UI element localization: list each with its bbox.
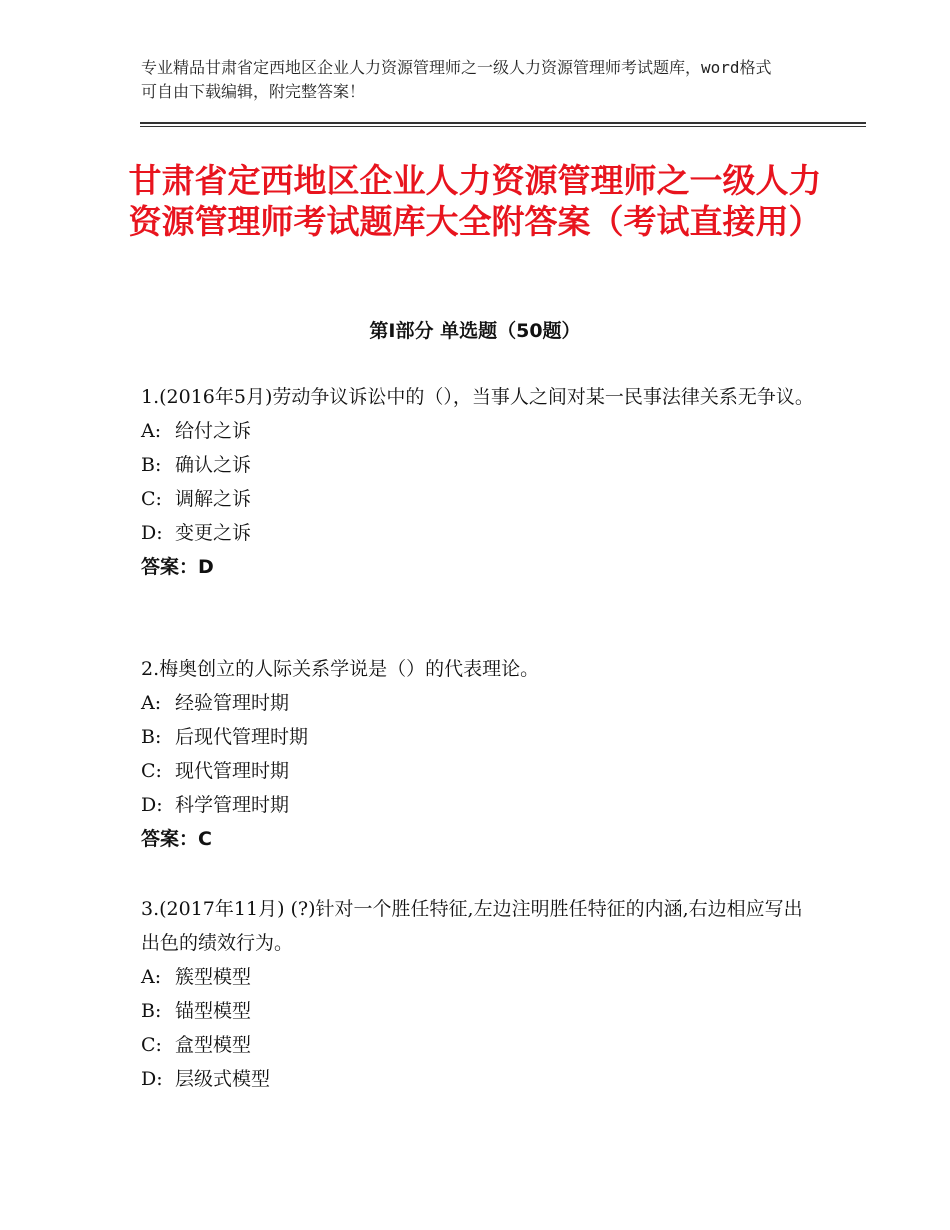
option-text: 后现代管理时期 [175, 726, 309, 748]
option-letter: D: [141, 794, 163, 816]
option-c [141, 482, 821, 516]
option-text: 调解之诉 [175, 488, 252, 510]
header-divider-thin [140, 126, 866, 127]
question-3 [141, 892, 821, 1096]
option-letter: D: [141, 1068, 163, 1090]
option-text: 经验管理时期 [175, 692, 290, 714]
option-b [141, 720, 821, 754]
section-heading: 第Ⅰ部分 单选题（50题） [369, 320, 581, 342]
question-2 [141, 652, 821, 856]
option-a [141, 960, 821, 994]
header-note: 专业精品甘肃省定西地区企业人力资源管理师之一级人力资源管理师考试题库，word格式可自由下载编辑，附完整答案！ [141, 58, 772, 101]
answer-line: 答案：C [141, 828, 212, 850]
option-text: 锚型模型 [175, 1000, 252, 1022]
question-1 [141, 380, 821, 584]
option-d [141, 788, 821, 822]
option-letter: A: [141, 420, 162, 442]
option-letter: A: [141, 966, 162, 988]
option-text: 现代管理时期 [175, 760, 290, 782]
header-divider [140, 122, 866, 124]
option-letter: C: [141, 1034, 162, 1056]
option-letter: B: [141, 454, 162, 476]
option-c [141, 754, 821, 788]
option-text: 层级式模型 [175, 1068, 271, 1090]
option-c [141, 1028, 821, 1062]
option-a [141, 686, 821, 720]
option-text: 确认之诉 [175, 454, 252, 476]
option-letter: A: [141, 692, 162, 714]
option-text: 簇型模型 [175, 966, 252, 988]
option-a [141, 414, 821, 448]
option-text: 变更之诉 [175, 522, 252, 544]
document-title: 甘肃省定西地区企业人力资源管理师之一级人力资源管理师考试题库大全附答案（考试直接用） [128, 161, 822, 241]
option-text: 盒型模型 [175, 1034, 252, 1056]
question-text: 2.梅奥创立的人际关系学说是（）的代表理论。 [141, 658, 540, 680]
option-letter: B: [141, 1000, 162, 1022]
option-d [141, 516, 821, 550]
option-text: 科学管理时期 [175, 794, 290, 816]
option-text: 给付之诉 [175, 420, 252, 442]
answer-line: 答案：D [141, 556, 214, 578]
option-letter: B: [141, 726, 162, 748]
option-b [141, 448, 821, 482]
option-letter: C: [141, 488, 162, 510]
option-d [141, 1062, 821, 1096]
option-letter: D: [141, 522, 163, 544]
option-b [141, 994, 821, 1028]
option-letter: C: [141, 760, 162, 782]
question-text: 3.(2017年11月) (?)针对一个胜任特征,左边注明胜任特征的内涵,右边相应写出出色的绩效行为。 [141, 898, 803, 954]
question-text: 1.(2016年5月)劳动争议诉讼中的（），当事人之间对某一民事法律关系无争议。 [141, 386, 814, 408]
